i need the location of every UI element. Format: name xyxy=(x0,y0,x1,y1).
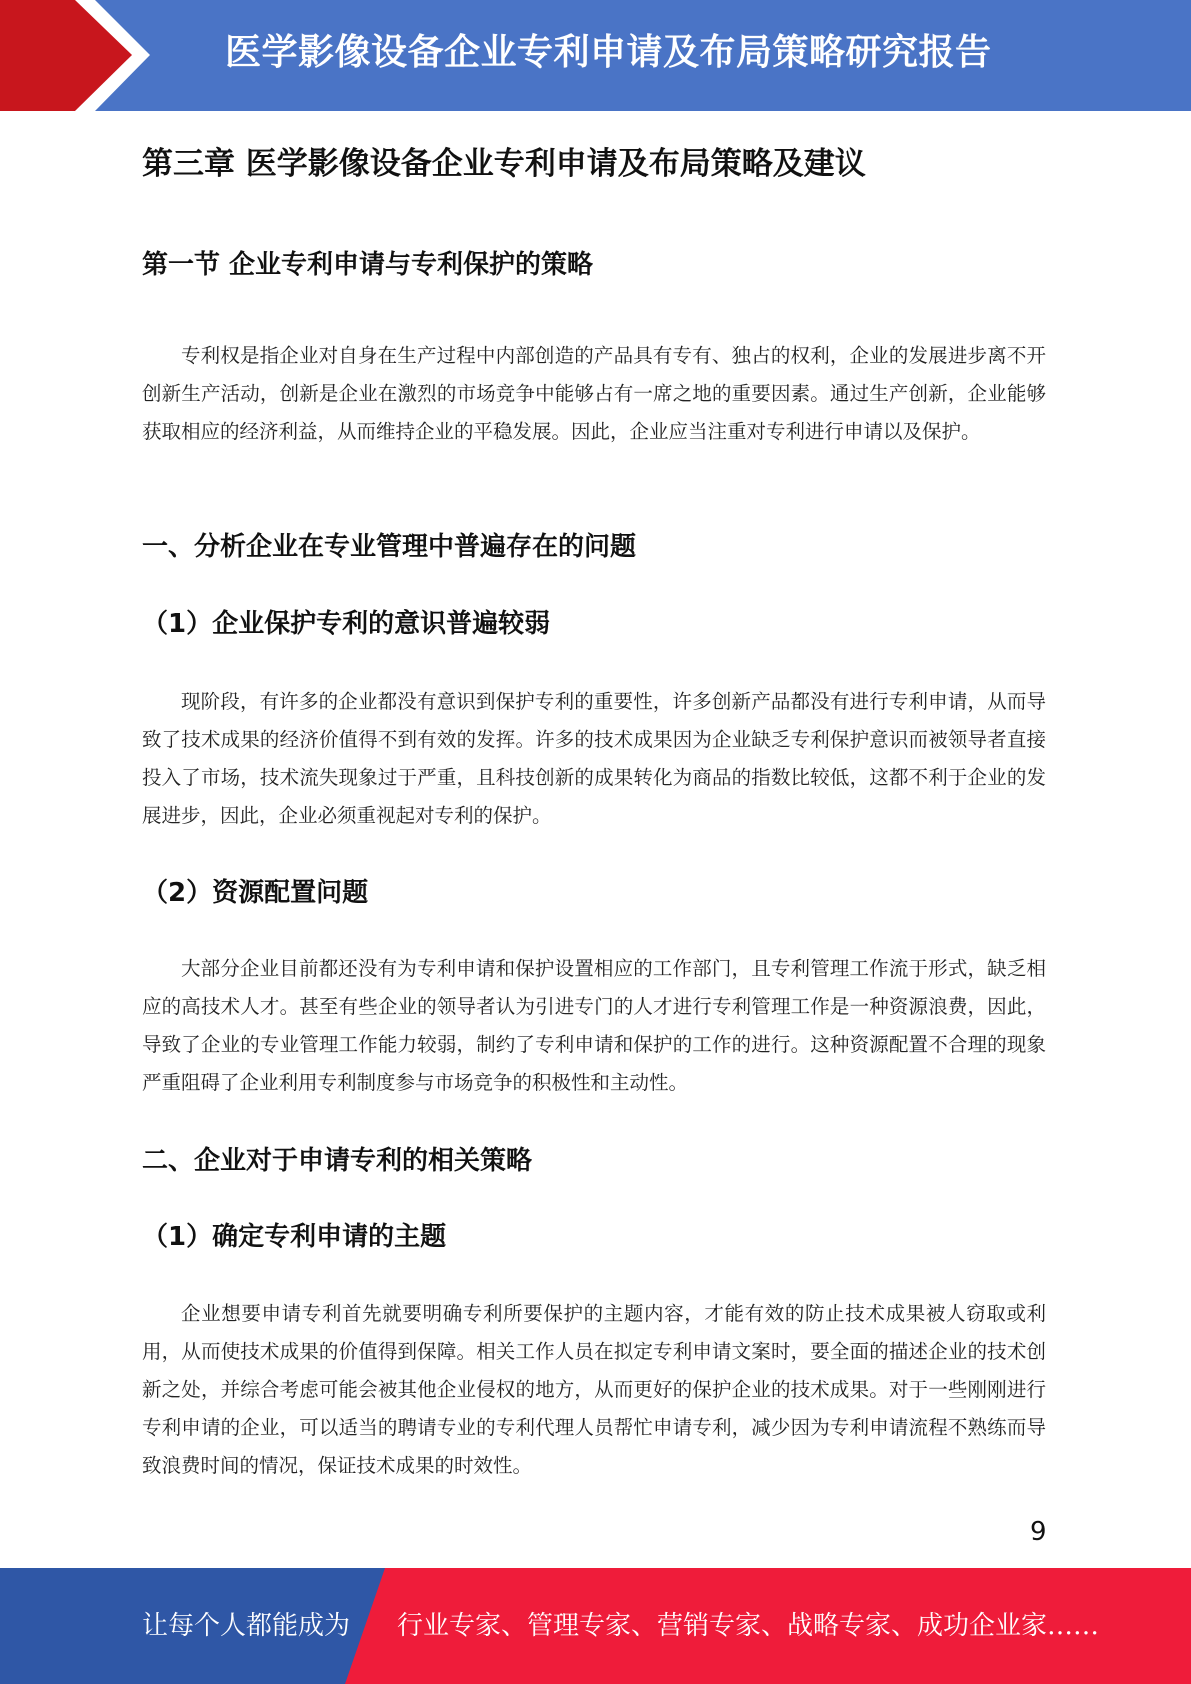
intro-paragraph: 专利权是指企业对自身在生产过程中内部创造的产品具有专有、独占的权利，企业的发展进步离不开创新生产活动，创新是企业在激烈的市场竞争中能够占有一席之地的重要因素。通过生产创新，企业能够获取相应的经济利益，从而维持企业的平稳发展。因此，企业应当注重对专利进行申请以及保护。 xyxy=(142,344,1046,443)
report-footer xyxy=(0,1568,1191,1684)
page-number: 9 xyxy=(1030,1517,1047,1547)
part2-heading: 二、企业对于申请专利的相关策略 xyxy=(142,1146,533,1176)
part1-sub1-paragraph: 现阶段，有许多的企业都没有意识到保护专利的重要性，许多创新产品都没有进行专利申请，从而导致了技术成果的经济价值得不到有效的发挥。许多的技术成果因为企业缺乏专利保护意识而被领导者直接投入了市场，技术流失现象过于严重，且科技创新的成果转化为商品的指数比较低，这都不利于企业的发展进步，因此，企业必须重视起对专利的保护。 xyxy=(142,690,1046,827)
section-title: 第一节 企业专利申请与专利保护的策略 xyxy=(142,250,594,280)
report-title: 医学影像设备企业专利申请及布局策略研究报告 xyxy=(225,32,992,73)
report-header xyxy=(0,0,1191,111)
part1-sub2-paragraph: 大部分企业目前都还没有为专利申请和保护设置相应的工作部门，且专利管理工作流于形式，缺乏相应的高技术人才。甚至有些企业的领导者认为引进专门的人才进行专利管理工作是一种资源浪费，因此，导致了企业的专业管理工作能力较弱，制约了专利申请和保护的工作的进行。这种资源配置不合理的现象严重阻碍了企业利用专利制度参与市场竞争的积极性和主动性。 xyxy=(142,957,1046,1094)
part2-sub1-paragraph: 企业想要申请专利首先就要明确专利所要保护的主题内容，才能有效的防止技术成果被人窃取或利用，从而使技术成果的价值得到保障。相关工作人员在拟定专利申请文案时，要全面的描述企业的技术创新之处，并综合考虑可能会被其他企业侵权的地方，从而更好的保护企业的技术成果。对于一些刚刚进行专利申请的企业，可以适当的聘请专业的专利代理人员帮忙申请专利，减少因为专利申请流程不熟练而导致浪费时间的情况，保证技术成果的时效性。 xyxy=(142,1302,1046,1477)
part1-sub1-heading: （1）企业保护专利的意识普遍较弱 xyxy=(142,609,551,639)
footer-slogan-right: 行业专家、管理专家、营销专家、战略专家、成功企业家…… xyxy=(397,1611,1100,1641)
part1-heading: 一、分析企业在专业管理中普遍存在的问题 xyxy=(142,532,637,562)
chapter-title: 第三章 医学影像设备企业专利申请及布局策略及建议 xyxy=(142,146,866,182)
part1-sub2-heading: （2）资源配置问题 xyxy=(142,878,369,908)
header-chevron-decoration xyxy=(0,0,160,111)
part2-sub1-heading: （1）确定专利申请的主题 xyxy=(142,1222,447,1252)
footer-slogan-left: 让每个人都能成为 xyxy=(142,1611,351,1641)
